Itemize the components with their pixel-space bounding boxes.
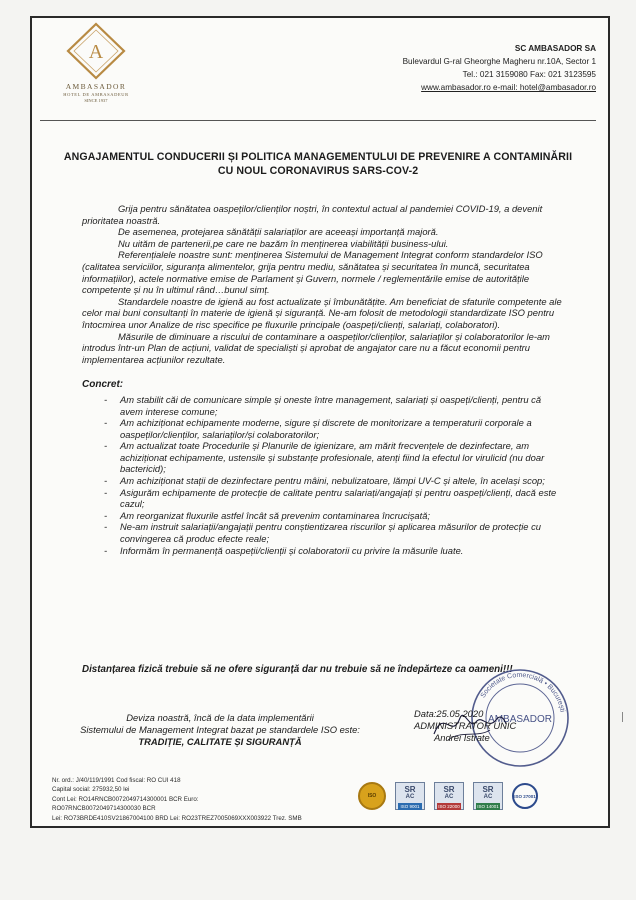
company-address: Bulevardul G-ral Gheorghe Magheru nr.10A, Sector 1 xyxy=(402,57,596,66)
title-line-1: ANGAJAMENTUL CONDUCERII ȘI POLITICA MANAGEMENTULUI DE PREVENIRE A CONTAMINĂRII xyxy=(63,151,573,163)
motto-line-2: Sistemului de Management Integrat bazat pe standardele ISO este: xyxy=(80,723,360,735)
footer-line: RO07RNCB0072049714300030 BCR xyxy=(52,805,156,813)
paragraph: Nu uităm de partenerii,pe care ne bazăm în menținerea viabilității business-ului. xyxy=(118,237,449,249)
list-item: - Asigurăm echipamente de protecție de calitate pentru salariați/angajați și pentru oaspeți/clienți, dacă este cazul; xyxy=(82,487,562,510)
paragraph: Referențialele noastre sunt: menținerea Sistemului de Management Integrat conform standardelor ISO (calitatea serviciilor, siguranța alimentelor, grija pentru mediu, sănătatea și securitatea în muncă, securitatea informațiilor), actele normative emise de Parlament și Guvern, normele / reglementările emise de autoritățile competente și nu în ultimul rând…bunul simț. xyxy=(82,249,543,296)
list-item: - Am achiziționat stații de dezinfectare pentru mâini, nebulizatoare, lămpi UV-C și altele, în același scop; xyxy=(82,475,562,487)
company-header xyxy=(403,42,596,94)
footer-line: Nr. ord.: J/40/119/1991 Cod fiscal: RO CUI 418 xyxy=(52,777,181,784)
footer-line: Cont Lei: RO14RNCB0072049714300001 BCR Euro: xyxy=(52,795,199,803)
company-logo xyxy=(48,22,144,122)
gold-seal-icon: ISO xyxy=(358,782,386,810)
list-item: - Am actualizat toate Procedurile și Planurile de igienizare, am mărit frecvențele de dezinfectare, am achiziționat echipamente, ustensile și substanțe profesionale, atenți fiind la efectul lor virulicid (nu doar bactericid); xyxy=(82,440,562,475)
logo-name: AMBASADOR xyxy=(65,82,127,91)
badge-ac-label: AC xyxy=(483,794,493,800)
badge-bar-label: ISO 22000 xyxy=(438,804,460,809)
document-title xyxy=(40,150,596,178)
logo-diamond-icon xyxy=(64,22,128,80)
paragraph: Măsurile de diminuare a riscului de contaminare a oaspeților/clienților, salariaților și colaboratorilor le-am introdus într-un Plan de acțiuni, validat de specialiști și aprobat de angajator care nu a făcut economii pentru implementarea acțiunilor rezultate. xyxy=(82,330,550,365)
list-item: - Am achiziționat echipamente moderne, sigure și discrete de monitorizare a temperaturii corporale a oaspeților/clienților, salariaților/și colaboratorilor; xyxy=(82,417,562,440)
measures-list xyxy=(82,394,562,556)
footer-line: Capital social: 275932,50 lei xyxy=(52,786,130,794)
signature-role: ADMINISTRATOR UNIC xyxy=(414,720,517,731)
stamp-name: AMBASADOR xyxy=(488,714,552,725)
badge-sr-label: SR xyxy=(404,785,416,794)
motto-line-3: TRADIȚIE, CALITATE ȘI SIGURANȚĂ xyxy=(138,735,302,747)
signature-date: Data:25.05.2020 xyxy=(414,708,484,719)
paragraph: Standardele noastre de igienă au fost actualizate și îmbunătățite. Am beneficiat de sfaturile competente ale celor mai buni consultanți în materie de igienă și siguranță. Ne-am folosit de metodologii standardizate ISO pentru întocmirea unor Analize de risc specifice pe fluxurile principale (oaspeți/clienți, salariați, colaboratori). xyxy=(82,295,562,330)
list-item: - Am stabilit căi de comunicare simple și oneste între management, salariați și oaspeți/clienți, pentru că avem interese comune; xyxy=(82,394,562,417)
round-certification-icon: ISO 27001 xyxy=(512,783,538,809)
document-body xyxy=(82,203,562,556)
company-web-link[interactable]: www.ambasador.ro e-mail: hotel@ambasador.ro xyxy=(421,83,596,92)
badge-ac-label: AC xyxy=(405,794,415,800)
badge-sr-label: SR xyxy=(443,785,455,794)
motto-block xyxy=(60,712,380,747)
paragraph: De asemenea, protejarea sănătății salariaților are aceeași importanță majoră. xyxy=(118,226,439,238)
footer-registration xyxy=(52,776,302,823)
footer-line: Lei: RO73BRDE410SV21867004100 BRD Lei: RO23TREZ7005069XXX003922 Trez. SMB xyxy=(52,814,302,822)
certification-badges xyxy=(358,782,538,810)
signature-block xyxy=(414,708,516,744)
stamp-ring-text: Societate Comercială • București xyxy=(479,671,566,713)
list-item: - Ne-am instruit salariații/angajații pentru conștientizarea riscurilor și aplicarea măsurilor de protecție cu convingerea că produc efecte reale; xyxy=(82,521,562,544)
logo-tagline: HOTEL DE AMBASADEUR xyxy=(63,92,129,97)
sr-certification-icon xyxy=(473,782,503,810)
margin-mark xyxy=(622,712,623,722)
badge-bar-label: ISO 14001 xyxy=(477,804,499,809)
company-phone: Tel.: 021 3159080 Fax: 021 3123595 xyxy=(462,70,596,79)
signature-name: Andrei Istrate xyxy=(434,732,490,743)
badge-ac-label: AC xyxy=(444,794,454,800)
company-name: SC AMBASADOR SA xyxy=(514,44,596,53)
paragraph: Grija pentru sănătatea oaspeților/clienților noștri, în contextul actual al pandemiei COVID-19, a devenit prioritatea noastră. xyxy=(82,203,543,226)
motto-line-1: Deviza noastră, încă de la data implementării xyxy=(126,712,314,723)
sr-certification-icon xyxy=(434,782,464,810)
sr-certification-icon xyxy=(395,782,425,810)
header-divider xyxy=(40,120,596,121)
logo-letter: A xyxy=(88,41,104,63)
distance-statement: Distanțarea fizică trebuie să ne ofere siguranță dar nu trebuie să ne îndepărteze ca oameni!!! xyxy=(82,664,513,675)
title-line-2: CU NOUL CORONAVIRUS SARS-COV-2 xyxy=(217,165,419,177)
badge-sr-label: SR xyxy=(482,785,494,794)
list-item: - Am reorganizat fluxurile astfel încât să prevenim contaminarea încrucișată; xyxy=(82,510,562,522)
concret-heading: Concret: xyxy=(82,379,124,391)
list-item: - Informăm în permanență oaspeții/clienții și colaboratorii cu privire la măsurile luate. xyxy=(82,545,562,557)
badge-bar-label: ISO 9001 xyxy=(398,803,422,810)
logo-since: SINCE 1937 xyxy=(84,98,108,103)
